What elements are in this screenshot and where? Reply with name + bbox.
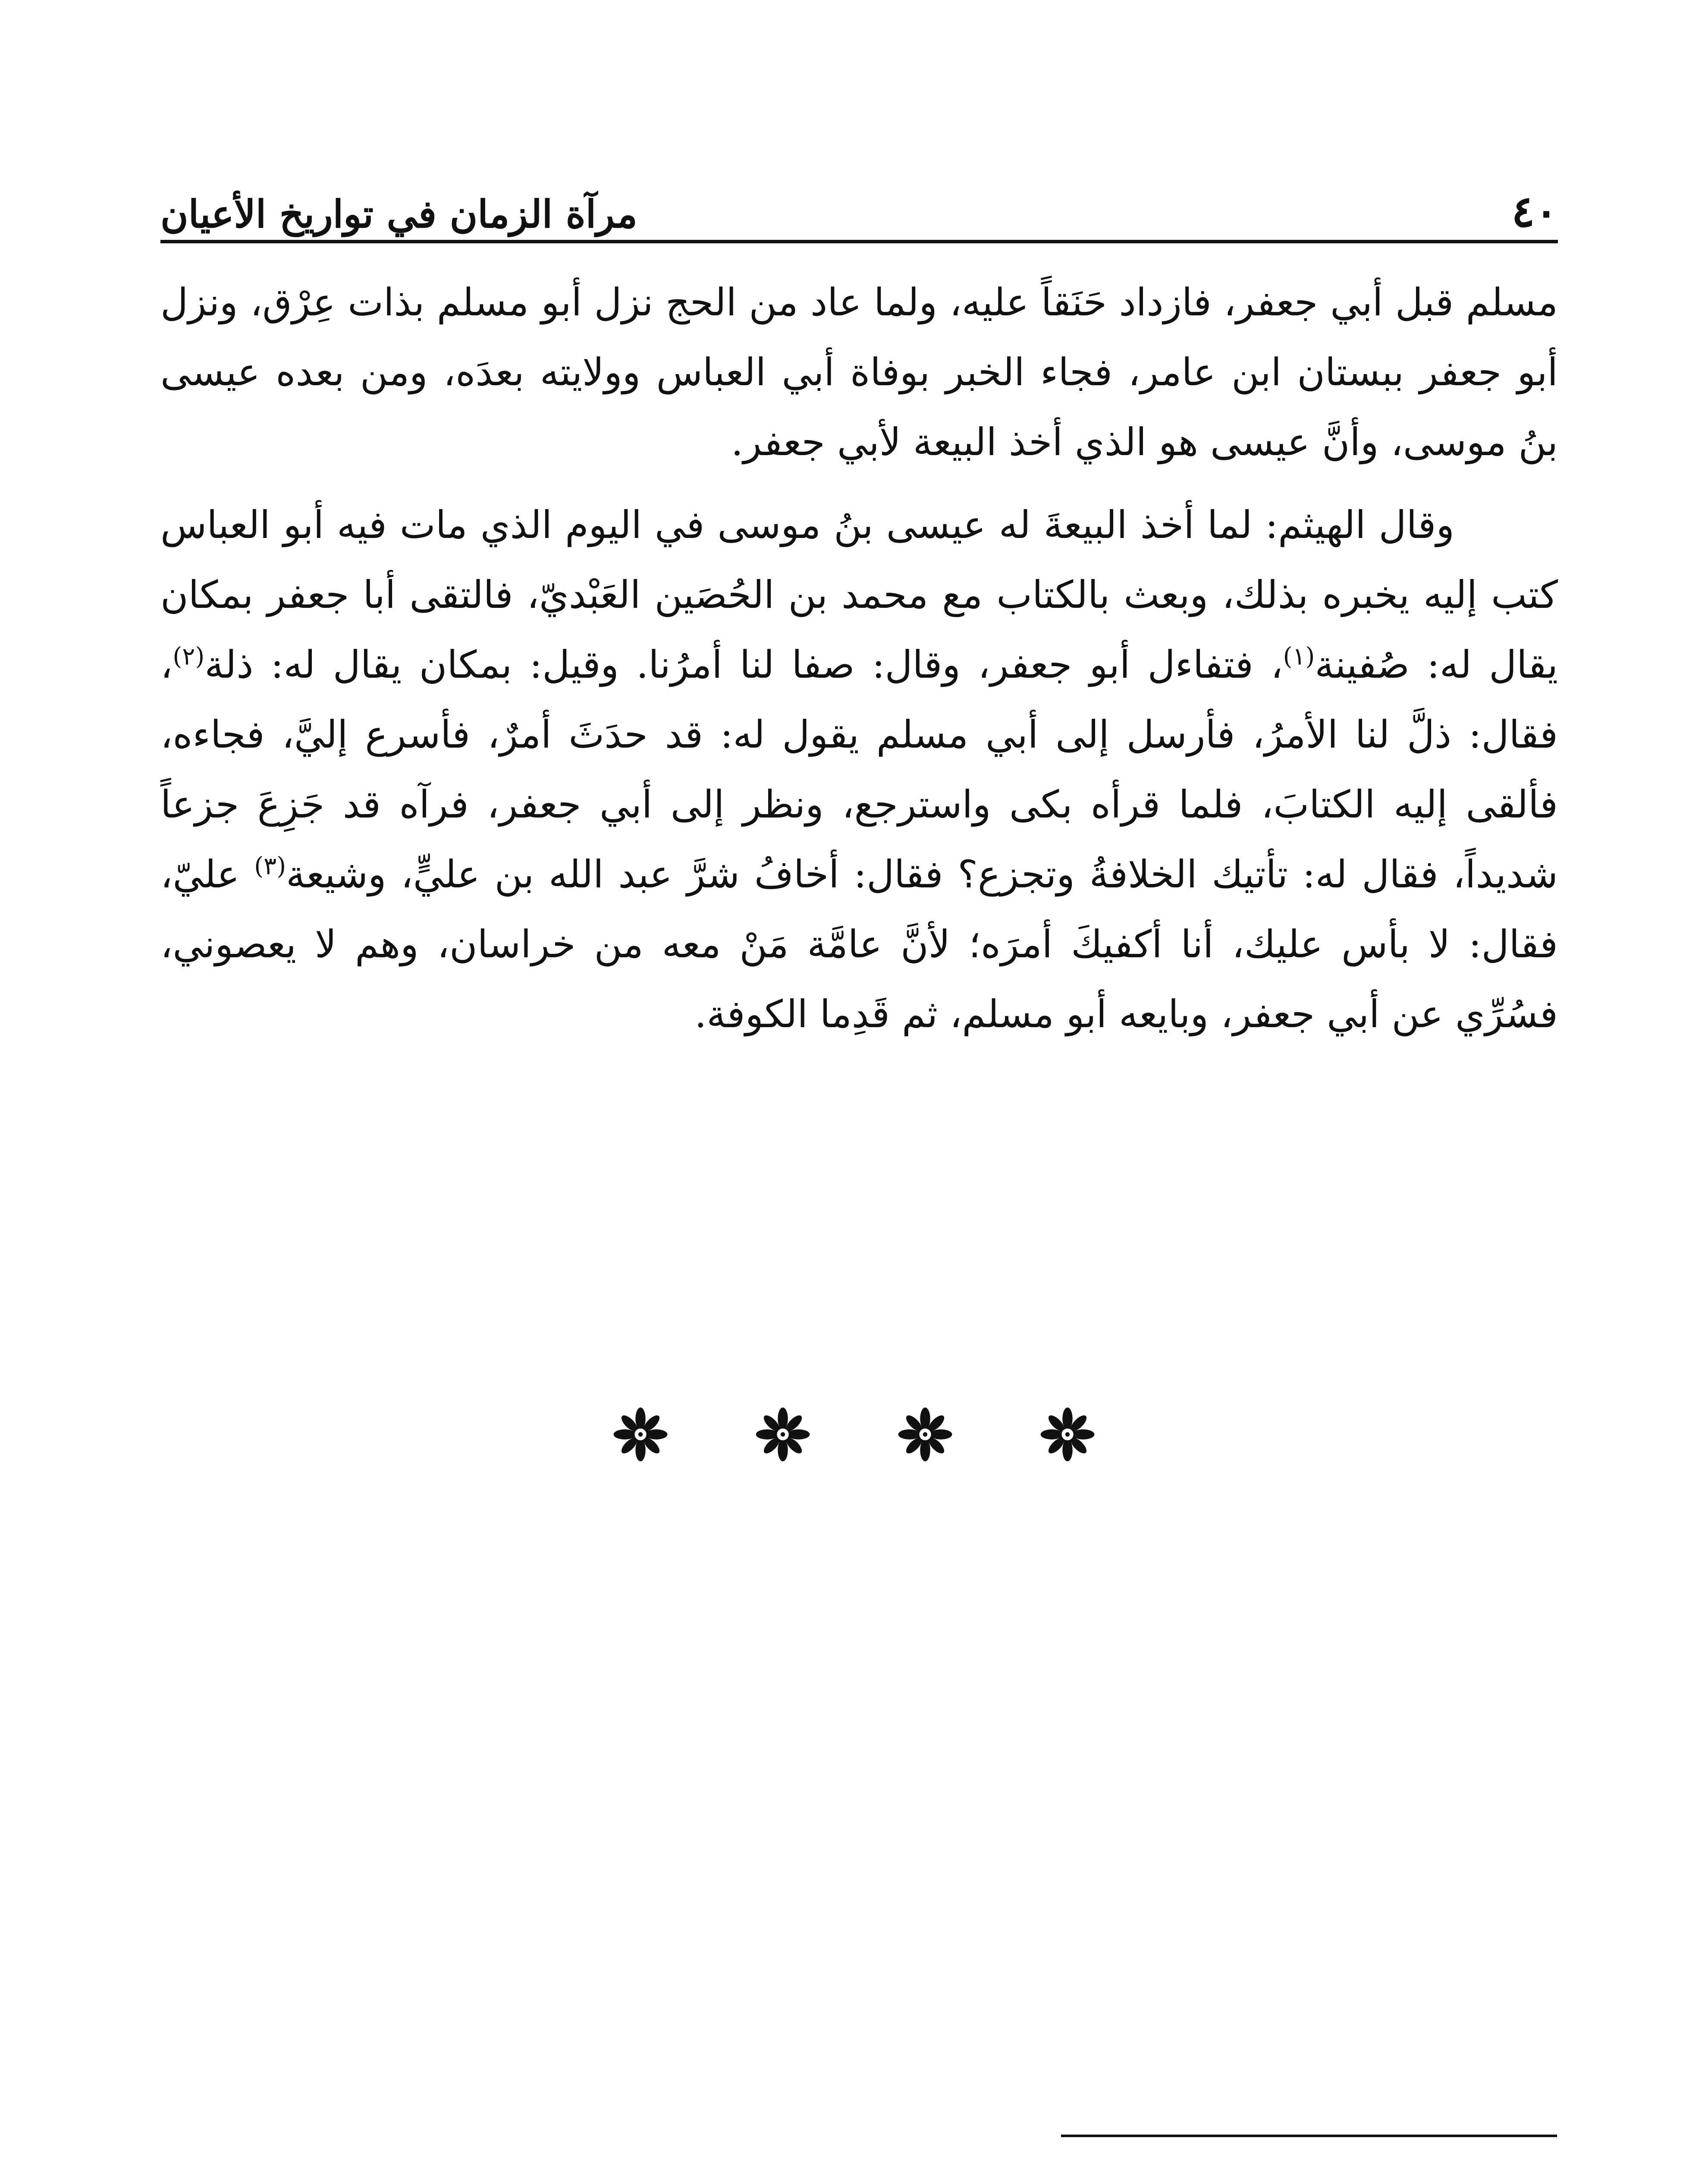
footnote-marker-2: (٢)	[173, 642, 205, 671]
running-title: مرآة الزمان في تواريخ الأعيان	[160, 192, 637, 236]
page-number: ٤٠	[1511, 186, 1558, 237]
paragraph-2-part-d: عليّ، فقال: لا بأس عليك، أنا أكفيكَ أمرَه؛ لأنَّ عامَّة مَنْ معه من خراسان، وهم لا يعصوني، فسُرِّي عن أبي جعفر، وبايعه أبو مسلم، ثم قَدِما الكوفة.	[160, 852, 1558, 1036]
section-divider-ornaments	[0, 1406, 1708, 1484]
flower-ornament-icon	[755, 1406, 811, 1462]
flower-ornament-icon	[612, 1406, 669, 1462]
footnote-separator	[1061, 2135, 1557, 2137]
footnote-marker-3: (٣)	[254, 852, 286, 880]
paragraph-2	[160, 490, 1558, 1049]
footnote-marker-1: (١)	[1283, 642, 1315, 671]
flower-ornament-icon	[1039, 1406, 1096, 1462]
flower-ornament-icon	[897, 1406, 953, 1462]
main-text	[160, 267, 1558, 1049]
page-header	[160, 147, 1558, 237]
paragraph-2-part-c: ، فقال: ذلَّ لنا الأمرُ، فأرسل إلى أبي مسلم يقول له: قد حدَثَ أمرٌ، فأسرع إليَّ، فجاءه، فألقى إليه الكتابَ، فلما قرأه بكى واسترجع، ونظر إلى أبي جعفر، فرآه قد جَزِعَ جزعاً شديداً، فقال له: تأتيك الخلافةُ وتجزع؟ فقال: أخافُ شرَّ عبد الله بن عليٍّ، وشيعة	[160, 642, 1558, 896]
paragraph-2-part-a: وقال الهيثم: لما أخذ البيعةَ له عيسى بنُ موسى في اليوم الذي مات فيه أبو العباس كتب إليه يخبره بذلك، وبعث بالكتاب مع محمد بن الحُصَين العَبْديّ، فالتقى أبا جعفر بمكان يقال له: صُفينة	[160, 503, 1558, 687]
paragraph-1: مسلم قبل أبي جعفر، فازداد حَنَقاً عليه، ولما عاد من الحج نزل أبو مسلم بذات عِرْق، ونزل أبو جعفر ببستان ابن عامر، فجاء الخبر بوفاة أبي العباس وولايته بعدَه، ومن بعده عيسى بنُ موسى، وأنَّ عيسى هو الذي أخذ البيعة لأبي جعفر.	[160, 280, 1558, 464]
paragraph-2-part-b: ، فتفاءل أبو جعفر، وقال: صفا لنا أمرُنا. وقيل: بمكان يقال له: ذلة	[204, 642, 1283, 687]
header-rule	[160, 240, 1558, 243]
